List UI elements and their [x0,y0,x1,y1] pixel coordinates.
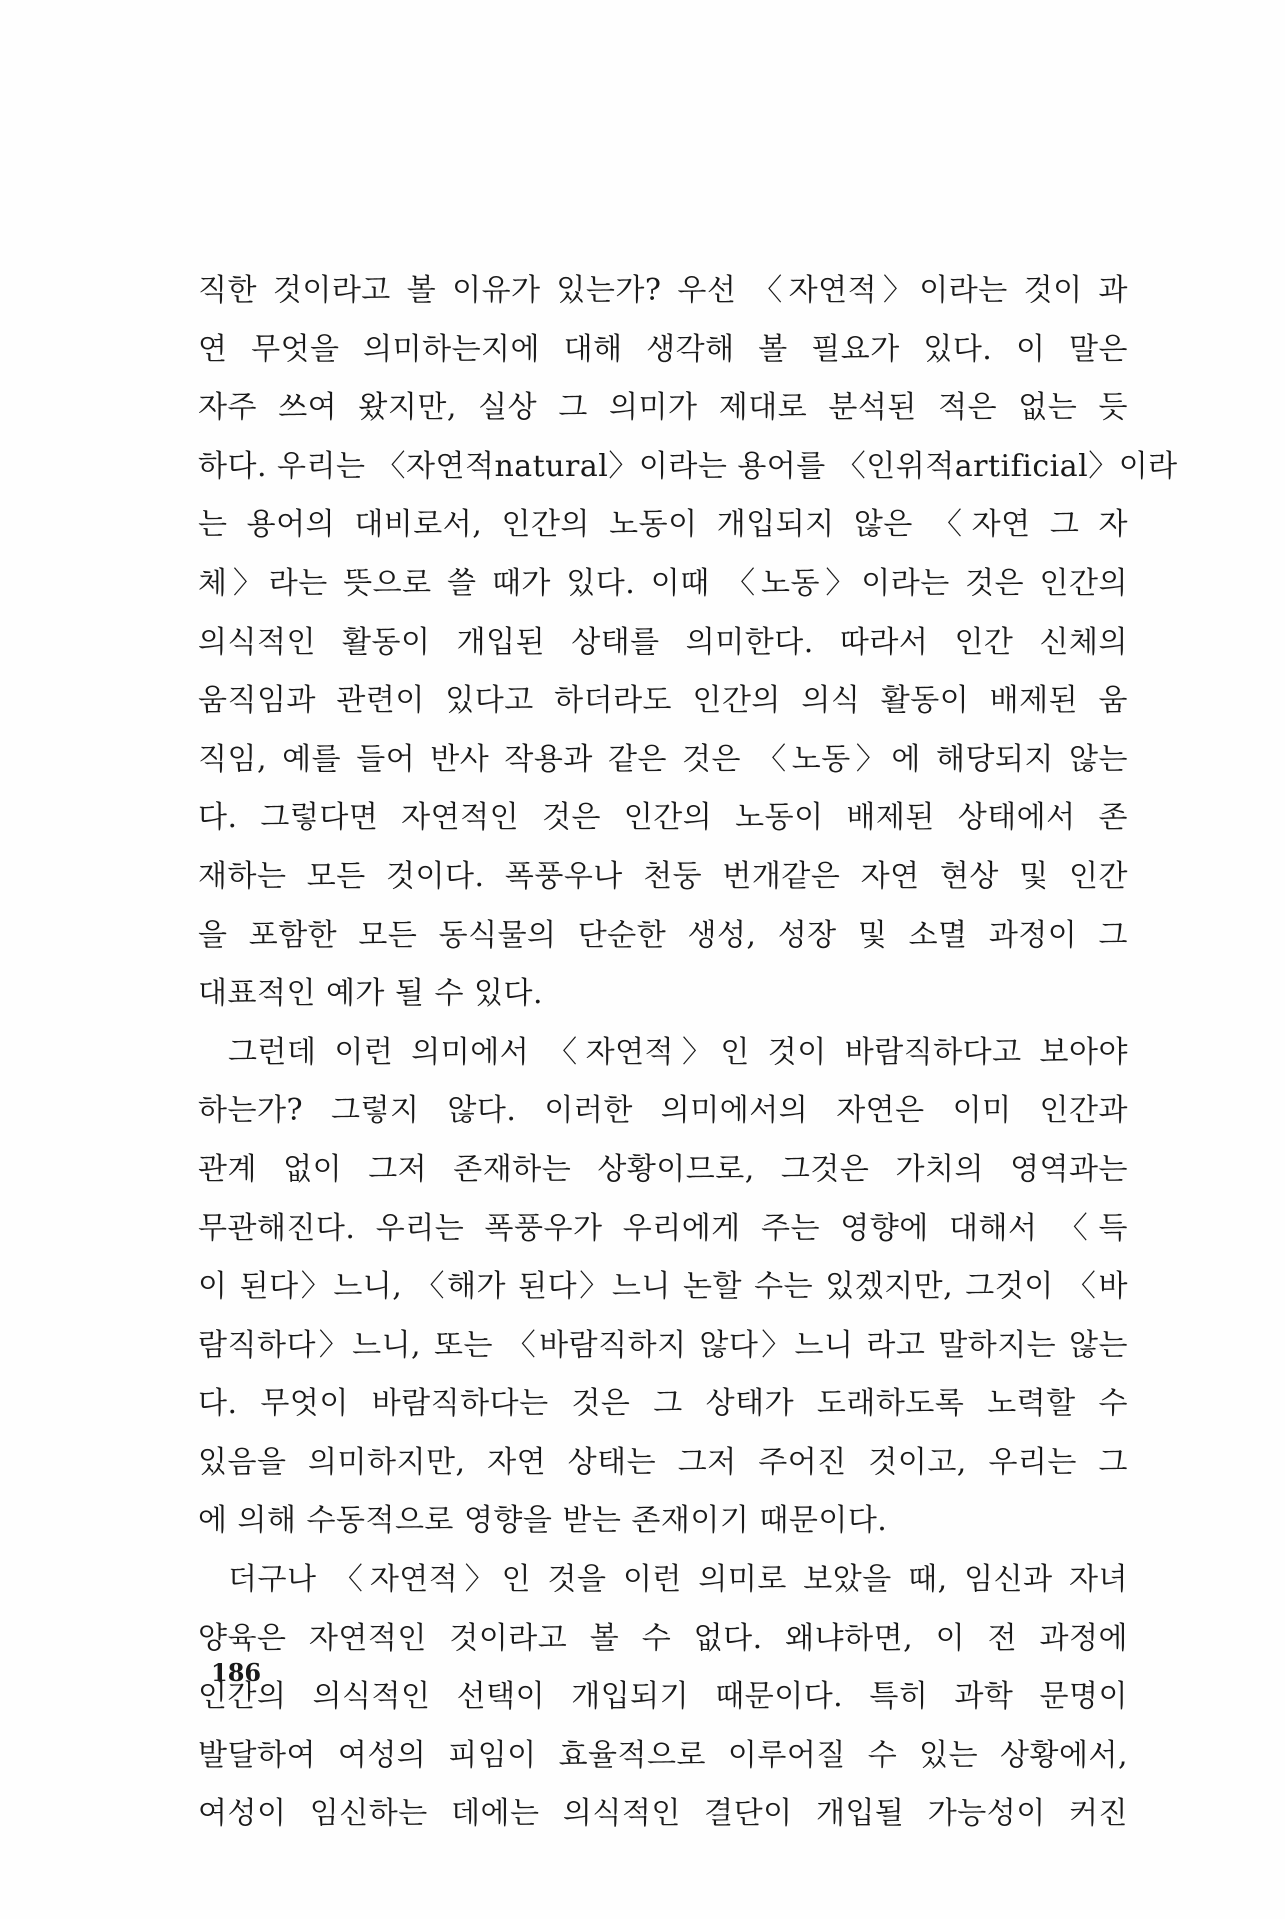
text-line: 하는가? 그렇지 않다. 이러한 의미에서의 자연은 이미 인간과 [198,1093,1128,1129]
text-line: 인간의 의식적인 선택이 개입되기 때문이다. 특히 과학 문명이 [198,1679,1128,1715]
text-line: 는 용어의 대비로서, 인간의 노동이 개입되지 않은 〈자연 그 자 [198,507,1128,543]
text-line: 더구나 〈자연적〉인 것을 이런 의미로 보았을 때, 임신과 자녀 [228,1562,1128,1598]
text-line: 의식적인 활동이 개입된 상태를 의미한다. 따라서 인간 신체의 [198,624,1128,660]
text-line: 재하는 모든 것이다. 폭풍우나 천둥 번개같은 자연 현상 및 인간 [198,858,1128,894]
text-line: 여성이 임신하는 데에는 의식적인 결단이 개입될 가능성이 커진 [198,1796,1128,1832]
text-line: 양육은 자연적인 것이라고 볼 수 없다. 왜냐하면, 이 전 과정에 [198,1620,1128,1656]
text-line: 이 된다〉느니, 〈해가 된다〉느니 논할 수는 있겠지만, 그것이 〈바 [198,1269,1128,1305]
text-line: 무관해진다. 우리는 폭풍우가 우리에게 주는 영향에 대해서 〈득 [198,1210,1128,1246]
text-line: 관계 없이 그저 존재하는 상황이므로, 그것은 가치의 영역과는 [198,1151,1128,1187]
text-line: 에 의해 수동적으로 영향을 받는 존재이기 때문이다. [198,1503,888,1539]
text-line: 그런데 이런 의미에서 〈자연적〉인 것이 바람직하다고 보아야 [228,1034,1128,1070]
text-line: 자주 쓰여 왔지만, 실상 그 의미가 제대로 분석된 적은 없는 듯 [198,390,1128,426]
text-line: 있음을 의미하지만, 자연 상태는 그저 주어진 것이고, 우리는 그 [198,1444,1128,1480]
text-line: 발달하여 여성의 피임이 효율적으로 이루어질 수 있는 상황에서, [198,1737,1128,1773]
text-line: 람직하다〉느니, 또는 〈바람직하지 않다〉느니 라고 말하지는 않는 [198,1327,1128,1363]
text-line: 다. 그렇다면 자연적인 것은 인간의 노동이 배제된 상태에서 존 [198,800,1128,836]
page-number: 186 [211,1658,262,1687]
body-text [198,262,1178,1844]
text-line: 다. 무엇이 바람직하다는 것은 그 상태가 도래하도록 노력할 수 [198,1386,1128,1422]
text-line: 을 포함한 모든 동식물의 단순한 생성, 성장 및 소멸 과정이 그 [198,917,1128,953]
text-line: 직한 것이라고 볼 이유가 있는가? 우선 〈자연적〉이라는 것이 과 [198,273,1128,308]
text-line: 대표적인 예가 될 수 있다. [198,976,543,1012]
text-line: 움직임과 관련이 있다고 하더라도 인간의 의식 활동이 배제된 움 [198,683,1128,719]
text-line: 연 무엇을 의미하는지에 대해 생각해 볼 필요가 있다. 이 말은 [198,331,1128,367]
text-line: 직임, 예를 들어 반사 작용과 같은 것은 〈노동〉에 해당되지 않는 [198,741,1128,777]
text-line: 하다. 우리는 〈자연적natural〉이라는 용어를 〈인위적artificial〉이라 [198,448,1178,484]
text-line: 체〉라는 뜻으로 쓸 때가 있다. 이때 〈노동〉이라는 것은 인간의 [198,565,1128,601]
